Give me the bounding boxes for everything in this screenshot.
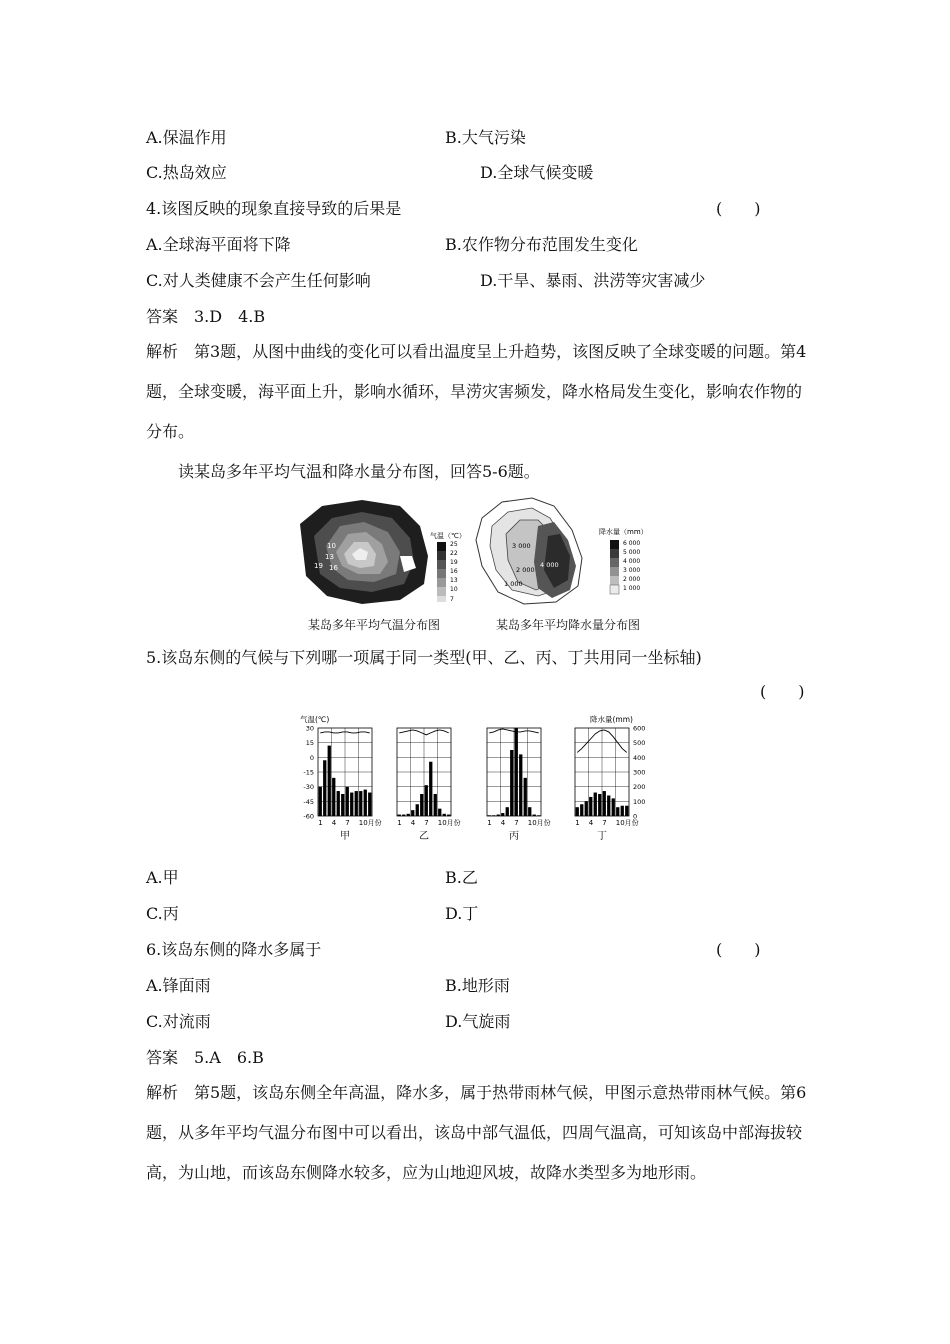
precip-bar [580,804,583,816]
precip-map-caption: 某岛多年平均降水量分布图 [496,618,641,632]
precip-bar [607,795,610,816]
precip-bar [425,785,428,816]
q3-option-d: D.全球气候变暖 [480,163,594,182]
precip-bar [594,793,597,816]
panel-label: 乙 [419,831,429,842]
precip-bar [368,793,371,816]
month-tick-label: 1 [397,819,402,827]
precip-bar [510,750,513,816]
q5-option-c: C.丙 [146,904,179,923]
precip-map-label-3000: 3 000 [512,542,531,550]
temp-map-label-19: 19 [314,562,323,570]
q6-option-a: A.锋面雨 [146,976,211,995]
q6-answer-bracket: ( ) [716,940,761,959]
precip-bar [319,787,322,816]
precip-bar [612,798,615,816]
month-tick-label: 10月份 [358,819,382,827]
precip-bar [576,807,579,816]
precip-bar [364,790,367,816]
precip-tick-label: 500 [633,739,646,748]
precip-bar [420,794,423,816]
temp-tick-label: 15 [305,739,314,748]
precip-map-label-4000: 4 000 [540,561,559,569]
temp-legend-title: 气温（℃） [430,532,466,540]
panel-label: 丙 [509,831,519,842]
q5-stem: 5.该岛东侧的气候与下列哪一项属于同一类型(甲、乙、丙、丁共用同一坐标轴) [146,648,702,667]
precip-bar [341,794,344,816]
q4-option-c: C.对人类健康不会产生任何影响 [146,271,371,290]
month-tick-label: 1 [487,819,492,827]
precip-bar [497,815,500,816]
q3-option-b: B.大气污染 [445,128,526,147]
temp-tick-label: -45 [303,797,314,806]
precip-bar [323,760,326,816]
precip-bar [506,807,509,816]
q3-option-a: A.保温作用 [146,128,227,147]
q4-option-d: D.干旱、暴雨、洪涝等灾害减少 [480,271,706,290]
q4-option-b: B.农作物分布范围发生变化 [445,235,638,254]
precip-bar [429,762,432,816]
precip-bar [434,794,437,816]
precip-bar [598,794,601,816]
temp-tick-label: 30 [305,724,314,733]
precip-tick-label: 200 [633,783,646,792]
q4-option-a: A.全球海平面将下降 [146,235,291,254]
island-maps-figure [292,496,662,611]
precip-tick-label: 600 [633,724,646,733]
precip-bar [589,797,592,816]
temperature-map [300,500,428,604]
temp-legend-value: 10 [450,586,458,593]
answer-5-6: 答案 5.A 6.B [146,1048,264,1067]
precip-bar [616,807,619,816]
precip-bar [492,815,495,816]
temp-map-label-13: 13 [325,553,334,561]
month-tick-label: 10月份 [615,819,639,827]
temp-tick-label: -30 [303,783,314,792]
precip-bar [515,728,518,816]
temp-tick-label: -15 [303,768,314,777]
precip-tick-label: 400 [633,753,646,762]
precip-legend-value: 6 000 [623,540,641,547]
precip-bar [402,815,405,816]
panel-label: 甲 [340,831,350,842]
month-tick-label: 7 [514,819,519,827]
q4-stem: 4.该图反映的现象直接导致的后果是 [146,199,402,218]
temp-map-caption: 某岛多年平均气温分布图 [308,618,441,632]
answer-3-4: 答案 3.D 4.B [146,307,266,326]
q6-option-c: C.对流雨 [146,1012,211,1031]
precip-bar [603,791,606,816]
precip-bar [524,778,527,816]
analysis-3-4: 解析 第3题，从图中曲线的变化可以看出温度呈上升趋势，该图反映了全球变暖的问题。第4题，全球变暖，海平面上升，影响水循环，旱涝灾害频发，降水格局发生变化，影响农作物的分布。 [146,342,807,441]
month-tick-label: 7 [602,819,607,827]
analysis-5-6: 解析 第5题，该岛东侧全年高温，降水多，属于热带雨林气候，甲图示意热带雨林气候。第6题，从多年平均气温分布图中可以看出，该岛中部气温低，四周气温高，可知该岛中部海拔较高，为山地，而该岛东侧降水较多，应为山地迎风坡，故降水类型多为地形雨。 [146,1083,807,1182]
precip-bar [416,804,419,816]
temp-legend-value: 22 [450,550,458,557]
temp-map-label-10: 10 [327,542,336,550]
month-tick-label: 7 [345,819,350,827]
month-tick-label: 4 [410,819,416,827]
temperature-legend [430,531,466,603]
precip-legend-value: 1 000 [623,585,641,592]
month-tick-label: 4 [500,819,506,827]
precip-bar [337,791,340,816]
precip-bar [528,807,531,816]
month-tick-label: 1 [318,819,323,827]
precipitation-map [476,498,582,604]
precipitation-legend [599,527,648,594]
precip-bar [501,813,504,816]
month-tick-label: 7 [424,819,429,827]
precip-bar [585,801,588,816]
precip-bar [328,746,331,816]
precip-bar [488,815,491,816]
month-tick-label: 1 [575,819,580,827]
precip-bar [398,815,401,816]
month-tick-label: 10月份 [527,819,551,827]
temp-legend-value: 19 [450,559,458,566]
q6-option-b: B.地形雨 [445,976,510,995]
precip-legend-value: 5 000 [623,549,641,556]
q5-option-a: A.甲 [146,868,179,887]
precip-bar [350,793,353,816]
q5-option-b: B.乙 [445,868,478,887]
temp-legend-value: 16 [450,568,458,575]
precip-bar [346,787,349,816]
temp-axis-title: 气温(℃) [300,715,330,724]
q6-stem: 6.该岛东侧的降水多属于 [146,940,322,959]
precip-bar [537,815,540,816]
month-tick-label: 4 [331,819,337,827]
month-tick-label: 10月份 [437,819,461,827]
precip-tick-label: 0 [633,812,638,821]
precip-bar [533,815,536,816]
precip-legend-value: 4 000 [623,558,641,565]
climate-charts-figure [290,710,670,845]
precip-bar [438,809,441,816]
temp-legend-value: 13 [450,577,458,584]
temp-legend-value: 7 [450,596,454,603]
q3-option-c: C.热岛效应 [146,163,227,182]
temp-tick-label: 0 [309,753,314,762]
q5-answer-bracket: ( ) [760,682,805,701]
precip-bar [407,814,410,816]
precip-bar [625,806,628,816]
precip-axis-title: 降水量(mm) [590,715,633,724]
panel-label: 丁 [597,831,607,842]
precip-bar [355,791,358,816]
month-tick-label: 4 [588,819,594,827]
temp-legend-value: 25 [450,541,458,548]
precip-bar [332,778,335,816]
precip-bar [621,806,624,816]
precip-bar [519,754,522,816]
temp-map-label-16: 16 [329,564,338,572]
q4-answer-bracket: ( ) [716,199,761,218]
precip-legend-title: 降水量（mm） [599,528,648,536]
precip-legend-value: 2 000 [623,576,641,583]
precip-legend-value: 3 000 [623,567,641,574]
precip-map-label-2000: 2 000 [516,566,535,574]
q6-option-d: D.气旋雨 [445,1012,511,1031]
precip-bar [443,814,446,816]
precip-bar [359,791,362,816]
precip-tick-label: 100 [633,797,646,806]
precip-bar [411,810,414,816]
intro-5-6: 读某岛多年平均气温和降水量分布图，回答5-6题。 [178,462,540,481]
precip-map-label-1000: 1 000 [504,580,523,588]
precip-bar [447,815,450,816]
q5-option-d: D.丁 [445,904,479,923]
temp-tick-label: -60 [303,812,314,821]
precip-tick-label: 300 [633,768,646,777]
